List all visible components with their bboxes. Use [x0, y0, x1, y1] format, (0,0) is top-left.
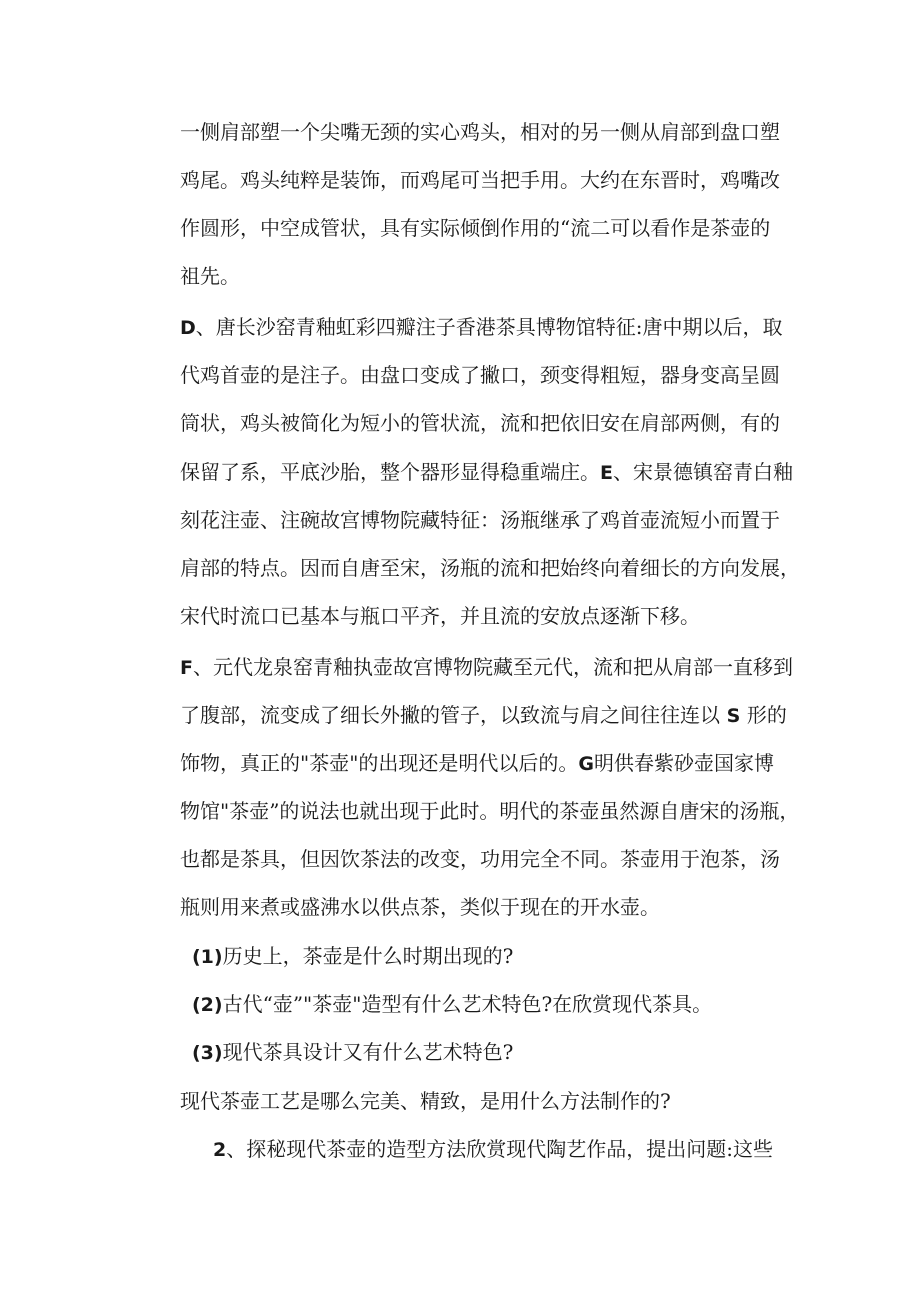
bold-label: 2	[213, 1139, 227, 1161]
text-line	[180, 118, 785, 146]
bold-label: D	[180, 317, 196, 339]
text-line	[180, 214, 785, 242]
text-run: 了腹部，流变成了细长外撇的管子，以致流与肩之间往往连以	[180, 703, 720, 727]
section-line	[213, 1135, 785, 1164]
text-line	[180, 602, 700, 630]
text-run: 筒状，鸡头被简化为短小的管状流，流和把依旧安在肩部两侧，有的	[180, 411, 780, 435]
text-run: 物馆"茶壶”的说法也就出现于此时。明代的茶壶虽然源自唐宋的汤瓶，	[180, 799, 800, 823]
text-run: 、元代龙泉窑青釉执壶故宫博物院藏至元代，流和把从肩部一直移到	[192, 655, 793, 679]
text-line	[180, 653, 793, 682]
text-run: 、探秘现代茶壶的造型方法欣赏现代陶艺作品，提出问题:这些	[226, 1137, 773, 1161]
text-run: 古代“壶”"茶壶"造型有什么艺术特色?在欣赏现代茶具。	[222, 992, 713, 1016]
text-run: 形的	[746, 703, 787, 727]
bold-label: E	[600, 462, 613, 484]
text-run: 现代茶壶工艺是哪么完美、精致，是用什么方法制作的?	[180, 1089, 671, 1113]
text-line	[180, 554, 800, 582]
text-run: 鸡尾。鸡头纯粹是装饰，而鸡尾可当把手用。大约在东晋时，鸡嘴改	[180, 168, 780, 192]
text-run: 保留了系，平底沙胎，整个器形显得稳重端庄。	[180, 460, 600, 484]
bold-label: G	[578, 753, 595, 775]
bold-label: S	[720, 705, 747, 727]
text-run: 饰物，真正的"茶壶"的出现还是明代以后的。	[180, 751, 579, 775]
text-line	[180, 845, 785, 873]
bold-label: (3)	[192, 1042, 223, 1064]
question-line	[192, 1038, 513, 1067]
text-run: 刻花注壶、注碗故宫博物院藏特征：汤瓶继承了鸡首壶流短小而置于	[180, 508, 780, 532]
text-line	[180, 797, 800, 825]
text-line	[180, 313, 785, 342]
text-line	[180, 701, 785, 730]
text-line	[180, 749, 785, 778]
text-line	[180, 893, 660, 921]
text-run: 肩部的特点。因而自唐至宋，汤瓶的流和把始终向着细长的方向发展，	[180, 556, 800, 580]
text-line	[180, 458, 793, 487]
text-run: 也都是茶具，但因饮茶法的改变，功用完全不同。茶壶用于泡茶，汤	[180, 847, 780, 871]
bold-label: (1)	[192, 946, 223, 968]
text-run: 代鸡首壶的是注子。由盘口变成了撇口，颈变得粗短，器身变高呈圆	[180, 363, 780, 387]
text-line	[180, 166, 785, 194]
text-run: 一侧肩部塑一个尖嘴无颈的实心鸡头，相对的另一侧从肩部到盘口塑	[180, 120, 780, 144]
text-run: 明供春紫砂壶国家博	[594, 751, 775, 775]
bold-label: (2)	[192, 994, 223, 1016]
text-line	[180, 1087, 671, 1115]
bold-label: F	[180, 657, 193, 679]
text-run: 祖先。	[180, 264, 240, 288]
text-line	[180, 506, 785, 534]
text-line	[180, 262, 240, 290]
text-run: 现代茶具设计又有什么艺术特色?	[222, 1040, 514, 1064]
text-run: 宋代时流口已基本与瓶口平齐，并且流的安放点逐渐下移。	[180, 604, 700, 628]
text-run: 作圆形，中空成管状，具有实际倾倒作用的“流二可以看作是茶壶的	[180, 216, 771, 240]
text-run: 历史上，茶壶是什么时期出现的?	[222, 944, 514, 968]
question-line	[192, 990, 712, 1019]
question-line	[192, 942, 513, 971]
text-run: 瓶则用来煮或盛沸水以供点茶，类似于现在的开水壶。	[180, 895, 660, 919]
text-run: 、唐长沙窑青釉虹彩四瓣注子香港茶具博物馆特征:唐中期以后，取	[195, 315, 783, 339]
text-line	[180, 361, 785, 389]
text-run: 、宋景德镇窑青白釉	[612, 460, 793, 484]
text-line	[180, 409, 785, 437]
